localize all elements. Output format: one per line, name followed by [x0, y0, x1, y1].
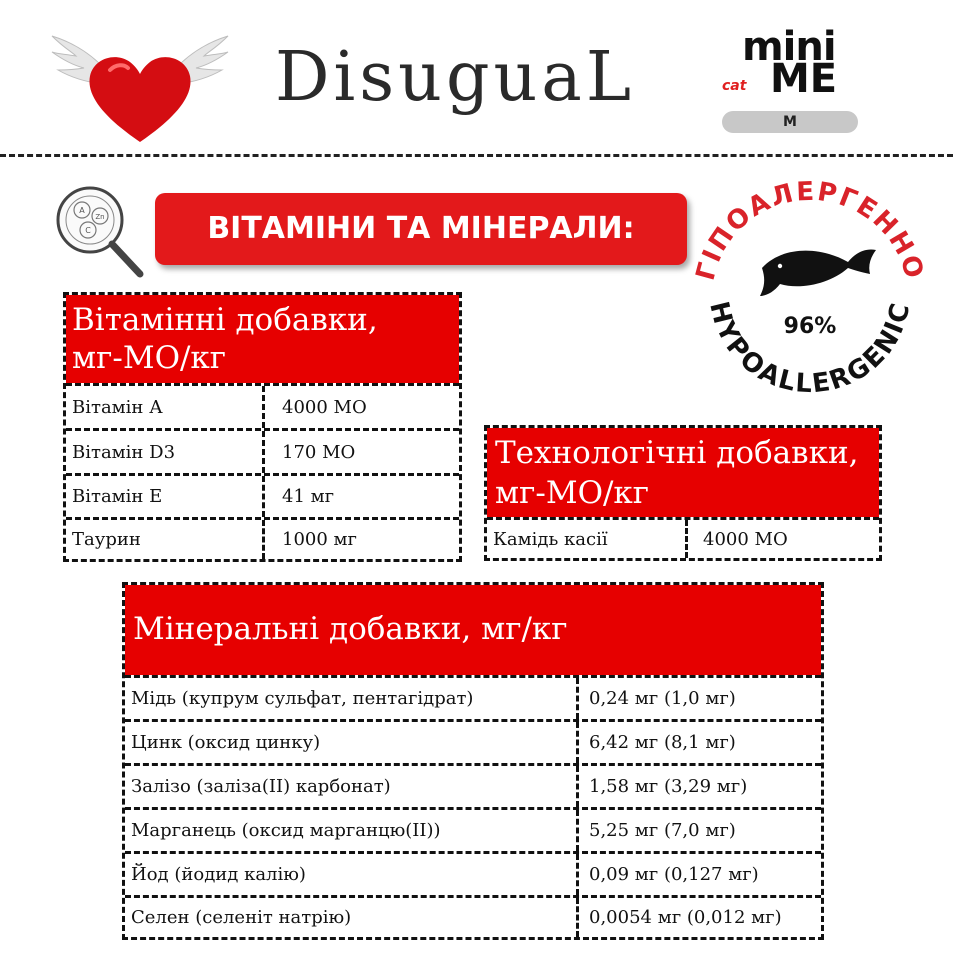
technological-heading-line1: Технологічні добавки,	[495, 435, 859, 471]
column-divider	[262, 431, 265, 473]
table-row	[66, 428, 459, 473]
mineral-name: Мідь (купрум сульфат, пентагідрат)	[131, 688, 474, 709]
table-row	[125, 675, 821, 719]
column-divider	[576, 678, 579, 719]
column-divider	[262, 386, 265, 428]
column-divider	[576, 810, 579, 851]
table-row	[125, 895, 821, 937]
table-row	[125, 763, 821, 807]
hypoallergenic-badge	[690, 180, 930, 410]
badge-top-text: ГІПОАЛЕРГЕННО	[690, 180, 930, 284]
svg-text:C: C	[85, 226, 91, 235]
mini-me-logo-cat: cat	[722, 78, 747, 94]
vitamins-table	[63, 292, 462, 562]
vitamin-name: Вітамін Е	[72, 486, 163, 507]
minerals-table	[122, 582, 824, 940]
mineral-name: Цинк (оксид цинку)	[131, 732, 321, 753]
vitamin-value: 1000 мг	[282, 529, 357, 550]
svg-text:A: A	[79, 206, 85, 215]
column-divider	[685, 520, 688, 558]
vitamin-name: Вітамін А	[72, 396, 163, 418]
column-divider	[262, 520, 265, 559]
table-row	[125, 719, 821, 763]
vitamin-value: 41 мг	[282, 486, 335, 507]
mineral-value: 1,58 мг (3,29 мг)	[589, 776, 748, 797]
minerals-table-heading	[125, 585, 821, 675]
mineral-name: Йод (йодид калію)	[131, 864, 306, 885]
additive-name: Камідь касії	[493, 528, 608, 550]
table-row	[125, 807, 821, 851]
vitamins-table-heading	[66, 295, 459, 383]
vitamins-heading-line2: мг-МО/кг	[72, 340, 227, 376]
table-row	[125, 851, 821, 895]
size-badge: M	[722, 111, 858, 133]
table-row	[66, 383, 459, 428]
mineral-value: 0,09 мг (0,127 мг)	[589, 864, 759, 885]
section-title: ВІТАМІНИ ТА МІНЕРАЛИ:	[155, 193, 687, 265]
brand-name: DisuguaL	[275, 38, 635, 117]
mineral-name: Марганець (оксид марганцю(ІІ))	[131, 820, 441, 841]
additive-value: 4000 МО	[703, 528, 788, 550]
technological-table-heading	[487, 428, 879, 517]
mini-me-logo-me: ME	[770, 56, 838, 102]
magnifier-icon	[48, 180, 148, 280]
vitamin-value: 170 МО	[282, 441, 356, 463]
badge-bottom-text: HYPOALLERGENIC	[703, 298, 917, 400]
vitamin-name: Таурин	[72, 529, 141, 550]
column-divider	[576, 722, 579, 763]
heart-wings-logo	[50, 30, 230, 150]
table-row	[66, 473, 459, 517]
vitamins-heading-line1: Вітамінні добавки,	[72, 302, 378, 338]
vitamin-name: Вітамін D3	[72, 441, 176, 463]
svg-text:Zn: Zn	[95, 213, 105, 221]
fish-icon	[760, 250, 876, 297]
table-row	[66, 517, 459, 559]
mineral-value: 6,42 мг (8,1 мг)	[589, 732, 736, 753]
mineral-value: 5,25 мг (7,0 мг)	[589, 820, 736, 841]
mineral-name: Селен (селеніт натрію)	[131, 907, 352, 928]
column-divider	[262, 476, 265, 517]
badge-percent: 96%	[783, 314, 837, 339]
table-row	[487, 517, 879, 558]
column-divider	[576, 766, 579, 807]
column-divider	[576, 854, 579, 895]
mini-me-logo-mini: mini	[742, 24, 836, 70]
column-divider	[576, 898, 579, 937]
header-divider	[0, 154, 953, 157]
technological-table	[484, 425, 882, 561]
mineral-value: 0,24 мг (1,0 мг)	[589, 688, 736, 709]
mineral-value: 0,0054 мг (0,012 мг)	[589, 907, 782, 928]
vitamin-value: 4000 МО	[282, 396, 367, 418]
minerals-heading: Мінеральні добавки, мг/кг	[133, 611, 568, 647]
technological-heading-line2: мг-МО/кг	[495, 475, 650, 511]
mineral-name: Залізо (заліза(ІІ) карбонат)	[131, 776, 391, 797]
